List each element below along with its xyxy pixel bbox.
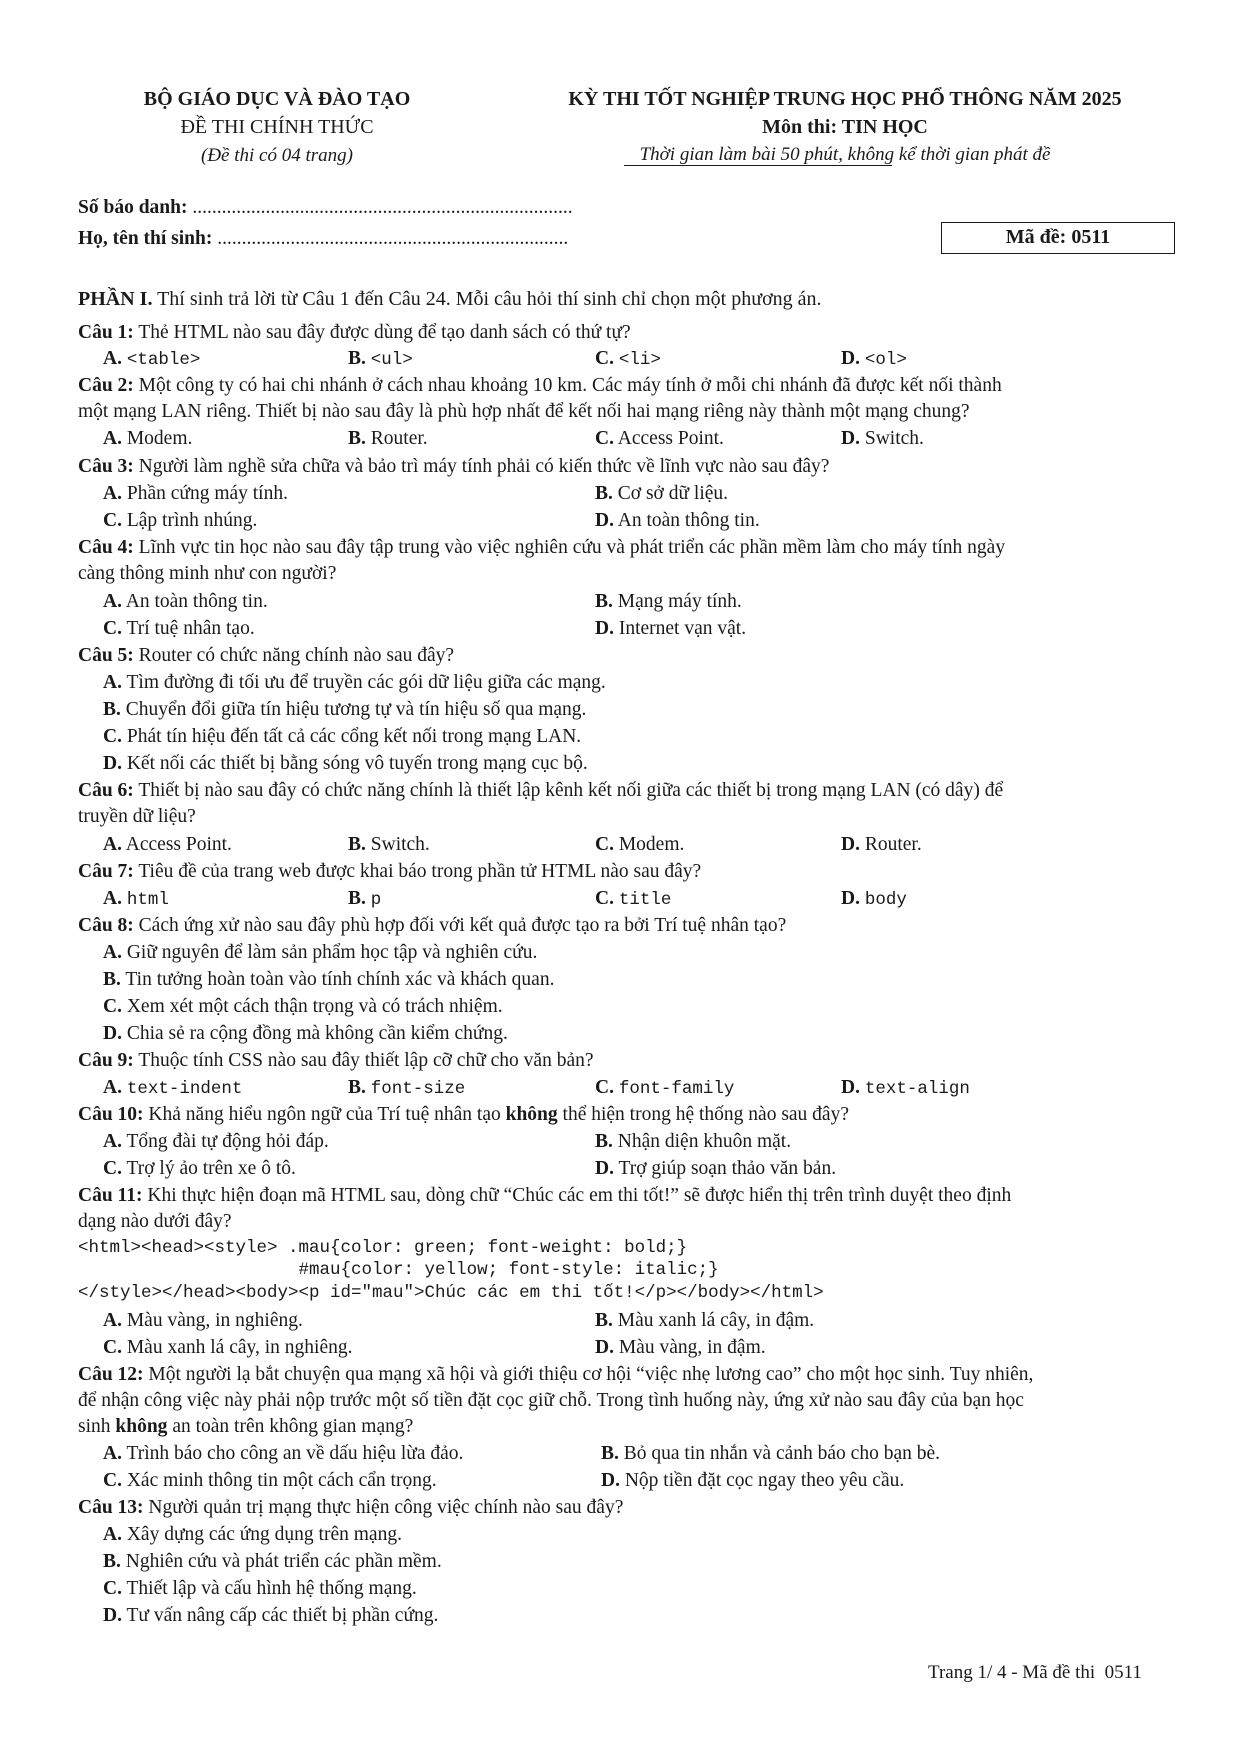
- q11-option-c[interactable]: [103, 1337, 352, 1359]
- option-text: html: [126, 890, 169, 910]
- option-label: A.: [103, 1443, 122, 1464]
- question-label: Câu 6:: [78, 780, 134, 801]
- option-label: B.: [103, 1551, 121, 1572]
- q8-option-c[interactable]: [103, 996, 503, 1018]
- q7-option-a[interactable]: [103, 888, 169, 910]
- option-text: <table>: [126, 350, 201, 370]
- question-13: [78, 1497, 623, 1519]
- pages-note: (Đề thi có 04 trang): [201, 145, 353, 166]
- question-text: sinh: [78, 1416, 111, 1437]
- question-label: Câu 7:: [78, 861, 134, 882]
- option-label: D.: [595, 510, 614, 531]
- option-label: A.: [103, 1524, 122, 1545]
- question-2-cont: một mạng LAN riêng. Thiết bị nào sau đây là phù hợp nhất để kết nối hai mạng riêng này thành một mạng chung?: [78, 401, 970, 422]
- q12-option-d[interactable]: [601, 1470, 904, 1492]
- question-text: Thẻ HTML nào sau đây được dùng để tạo danh sách có thứ tự?: [138, 322, 631, 343]
- part1-title: PHẦN I.: [78, 288, 153, 310]
- option-text: Internet vạn vật.: [618, 618, 747, 639]
- option-text: Xây dựng các ứng dụng trên mạng.: [126, 1524, 402, 1545]
- q7-option-c[interactable]: [595, 888, 671, 910]
- question-6: [78, 780, 1003, 802]
- candidate-id-dots: ..............................................................................: [192, 197, 573, 218]
- question-label: Câu 4:: [78, 537, 134, 558]
- option-label: D.: [841, 1077, 860, 1098]
- option-text: Xem xét một cách thận trọng và có trách nhiệm.: [126, 996, 503, 1017]
- option-text: Phát tín hiệu đến tất cả các cổng kết nối trong mạng LAN.: [126, 726, 582, 747]
- option-text: Bỏ qua tin nhắn và cảnh báo cho bạn bè.: [623, 1443, 941, 1464]
- option-label: D.: [841, 834, 860, 855]
- option-label: A.: [103, 428, 122, 449]
- q13-option-a[interactable]: [103, 1524, 402, 1546]
- q6-option-a[interactable]: [103, 834, 232, 856]
- option-label: C.: [103, 1470, 122, 1491]
- option-text: Modem.: [618, 834, 685, 855]
- code-line-2: #mau{color: yellow; font-style: italic;}: [78, 1260, 719, 1280]
- option-label: C.: [103, 618, 122, 639]
- q11-option-d[interactable]: [595, 1337, 766, 1359]
- option-label: A.: [103, 348, 122, 369]
- question-text: Khả năng hiểu ngôn ngữ của Trí tuệ nhân tạo: [148, 1104, 501, 1125]
- q1-option-a[interactable]: [103, 348, 200, 370]
- question-text: Một công ty có hai chi nhánh ở cách nhau khoảng 10 km. Các máy tính ở mỗi chi nhánh đã được kết nối thành: [138, 375, 1002, 396]
- q12-option-b[interactable]: [601, 1443, 940, 1465]
- option-label: C.: [103, 1578, 122, 1599]
- option-text: Nghiên cứu và phát triển các phần mềm.: [125, 1551, 442, 1572]
- option-text: Màu vàng, in nghiêng.: [126, 1310, 303, 1331]
- option-label: C.: [595, 1077, 614, 1098]
- ministry-name: BỘ GIÁO DỤC VÀ ĐÀO TẠO: [143, 88, 411, 110]
- question-label: Câu 8:: [78, 915, 134, 936]
- q13-option-c[interactable]: [103, 1578, 417, 1600]
- option-label: C.: [103, 510, 122, 531]
- q9-option-d[interactable]: [841, 1077, 970, 1099]
- exam-subject: Môn thi: TIN HỌC: [762, 116, 928, 138]
- question-label: Câu 5:: [78, 645, 134, 666]
- option-text: Modem.: [126, 428, 193, 449]
- option-text: Trình báo cho công an về dấu hiệu lừa đảo.: [126, 1443, 464, 1464]
- option-label: A.: [103, 834, 122, 855]
- question-11-cont: dạng nào dưới đây?: [78, 1211, 232, 1232]
- option-text: Kết nối các thiết bị bằng sóng vô tuyến trong mạng cục bộ.: [126, 753, 588, 774]
- option-label: D.: [841, 428, 860, 449]
- q13-option-b[interactable]: [103, 1551, 442, 1573]
- option-text: Router.: [370, 428, 428, 449]
- code-line-3: </style></head><body><p id="mau">Chúc các em thi tốt!</p></body></html>: [78, 1283, 824, 1303]
- q11-option-b[interactable]: [595, 1310, 814, 1332]
- option-text: Tổng đài tự động hỏi đáp.: [126, 1131, 329, 1152]
- option-label: A.: [103, 672, 122, 693]
- question-label: Câu 13:: [78, 1497, 144, 1518]
- q4-option-d[interactable]: [595, 618, 746, 640]
- option-label: B.: [601, 1443, 619, 1464]
- q3-option-b[interactable]: [595, 483, 728, 505]
- option-text: Giữ nguyên để làm sản phẩm học tập và nghiên cứu.: [126, 942, 538, 963]
- candidate-name-label: Họ, tên thí sinh:: [78, 228, 213, 249]
- q12-option-c[interactable]: [103, 1470, 437, 1492]
- exam-title: KỲ THI TỐT NGHIỆP TRUNG HỌC PHỔ THÔNG NĂM 2025: [568, 88, 1122, 110]
- question-label: Câu 12:: [78, 1364, 144, 1385]
- option-label: C.: [103, 726, 122, 747]
- q3-option-a[interactable]: [103, 483, 288, 505]
- option-text: An toàn thông tin.: [617, 510, 760, 531]
- option-label: B.: [348, 834, 366, 855]
- part1-heading: [78, 288, 822, 311]
- option-label: B.: [103, 699, 121, 720]
- option-text: Lập trình nhúng.: [126, 510, 258, 531]
- option-label: C.: [595, 834, 614, 855]
- q10-option-b[interactable]: [595, 1131, 791, 1153]
- option-label: D.: [595, 618, 614, 639]
- q2-option-a[interactable]: [103, 428, 192, 450]
- option-label: A.: [103, 1310, 122, 1331]
- q13-option-d[interactable]: [103, 1605, 438, 1627]
- option-text: Xác minh thông tin một cách cẩn trọng.: [126, 1470, 437, 1491]
- question-text: Tiêu đề của trang web được khai báo trong phần tử HTML nào sau đây?: [138, 861, 702, 882]
- question-text: Người quản trị mạng thực hiện công việc chính nào sau đây?: [148, 1497, 624, 1518]
- q5-option-b[interactable]: [103, 699, 586, 721]
- question-8: [78, 915, 786, 937]
- option-label: C.: [595, 888, 614, 909]
- candidate-name: [78, 228, 568, 250]
- q4-option-b[interactable]: [595, 591, 742, 613]
- option-label: D.: [103, 1023, 122, 1044]
- option-text: <li>: [618, 350, 661, 370]
- option-label: D.: [841, 888, 860, 909]
- q9-option-a[interactable]: [103, 1077, 242, 1099]
- option-label: D.: [841, 348, 860, 369]
- q6-option-b[interactable]: [348, 834, 430, 856]
- q8-option-b[interactable]: [103, 969, 554, 991]
- option-text: Màu vàng, in đậm.: [618, 1337, 766, 1358]
- q7-option-d[interactable]: [841, 888, 907, 910]
- candidate-name-dots: ........................................................................: [217, 228, 569, 249]
- question-emphasis: không: [505, 1104, 558, 1125]
- option-label: C.: [103, 996, 122, 1017]
- question-emphasis: không: [115, 1416, 168, 1437]
- question-text: Thiết bị nào sau đây có chức năng chính là thiết lập kênh kết nối giữa các thiết bị trong mạng LAN (có dây) để: [138, 780, 1004, 801]
- question-4-cont: càng thông minh như con người?: [78, 563, 337, 584]
- option-label: D.: [103, 1605, 122, 1626]
- option-text: Phần cứng máy tính.: [126, 483, 288, 504]
- option-text: Router.: [864, 834, 922, 855]
- option-label: B.: [595, 591, 613, 612]
- option-label: A.: [103, 483, 122, 504]
- option-text: Tư vấn nâng cấp các thiết bị phần cứng.: [126, 1605, 439, 1626]
- question-text: Cách ứng xử nào sau đây phù hợp đối với kết quả được tạo ra bởi Trí tuệ nhân tạo?: [138, 915, 787, 936]
- q10-option-a[interactable]: [103, 1131, 329, 1153]
- question-label: Câu 2:: [78, 375, 134, 396]
- q9-option-c[interactable]: [595, 1077, 734, 1099]
- question-text: thể hiện trong hệ thống nào sau đây?: [562, 1104, 849, 1125]
- q10-option-d[interactable]: [595, 1158, 836, 1180]
- option-text: Trợ giúp soạn thảo văn bản.: [618, 1158, 837, 1179]
- code-line-1: <html><head><style> .mau{color: green; font-weight: bold;}: [78, 1238, 688, 1258]
- q2-option-c[interactable]: [595, 428, 724, 450]
- question-4: [78, 537, 1005, 559]
- question-label: Câu 9:: [78, 1050, 134, 1071]
- q5-option-c[interactable]: [103, 726, 581, 748]
- question-12-cont: để nhận công việc này phải nộp trước một số tiền đặt cọc giữ chỗ. Trong tình huống này, ứng xử nào sau đây của bạn học: [78, 1390, 1024, 1411]
- q8-option-a[interactable]: [103, 942, 537, 964]
- option-text: Màu xanh lá cây, in nghiêng.: [126, 1337, 353, 1358]
- question-10: [78, 1104, 849, 1126]
- question-2: [78, 375, 1002, 397]
- q11-option-a[interactable]: [103, 1310, 303, 1332]
- option-label: B.: [348, 1077, 366, 1098]
- option-text: Trí tuệ nhân tạo.: [126, 618, 255, 639]
- option-label: A.: [103, 1131, 122, 1152]
- question-text: Một người lạ bắt chuyện qua mạng xã hội và giới thiệu cơ hội “việc nhẹ lương cao” cho một học sinh. Tuy nhiên,: [148, 1364, 1034, 1385]
- question-11: [78, 1185, 1011, 1207]
- option-label: A.: [103, 591, 122, 612]
- q4-option-a[interactable]: [103, 591, 268, 613]
- option-text: Chuyển đổi giữa tín hiệu tương tự và tín hiệu số qua mạng.: [125, 699, 587, 720]
- option-text: Tin tưởng hoàn toàn vào tính chính xác và khách quan.: [125, 969, 555, 990]
- question-label: Câu 11:: [78, 1185, 143, 1206]
- q1-option-b[interactable]: [348, 348, 413, 370]
- q12-option-a[interactable]: [103, 1443, 463, 1465]
- option-text: Tìm đường đi tối ưu để truyền các gói dữ liệu giữa các mạng.: [126, 672, 606, 693]
- exam-code: Mã đề: 0511: [1005, 226, 1111, 248]
- option-text: Trợ lý ảo trên xe ô tô.: [126, 1158, 296, 1179]
- option-text: body: [864, 890, 907, 910]
- question-text: Lĩnh vực tin học nào sau đây tập trung vào việc nghiên cứu và phát triển các phần mềm làm cho máy tính ngày: [138, 537, 1006, 558]
- q7-option-b[interactable]: [348, 888, 381, 910]
- option-label: D.: [595, 1337, 614, 1358]
- q6-option-d[interactable]: [841, 834, 922, 856]
- question-1: [78, 322, 631, 344]
- option-text: Chia sẻ ra cộng đồng mà không cần kiểm chứng.: [126, 1023, 508, 1044]
- option-text: Nộp tiền đặt cọc ngay theo yêu cầu.: [624, 1470, 905, 1491]
- question-text: Khi thực hiện đoạn mã HTML sau, dòng chữ “Chúc các em thi tốt!” sẽ được hiển thị trên trình duyệt theo định: [147, 1185, 1012, 1206]
- q5-option-d[interactable]: [103, 753, 588, 775]
- option-label: B.: [348, 888, 366, 909]
- option-label: C.: [595, 428, 614, 449]
- option-text: text-align: [864, 1079, 970, 1099]
- candidate-id-label: Số báo danh:: [78, 197, 188, 218]
- candidate-id: [78, 197, 573, 219]
- question-text: Router có chức năng chính nào sau đây?: [138, 645, 455, 666]
- option-label: B.: [103, 969, 121, 990]
- option-text: Nhận diện khuôn mặt.: [617, 1131, 792, 1152]
- option-text: Access Point.: [125, 834, 232, 855]
- option-label: A.: [103, 888, 122, 909]
- exam-code-box: [941, 222, 1175, 254]
- question-label: Câu 10:: [78, 1104, 144, 1125]
- page-footer: Trang 1/ 4 - Mã đề thi 0511: [928, 1662, 1142, 1683]
- option-label: B.: [348, 428, 366, 449]
- option-label: D.: [595, 1158, 614, 1179]
- question-12: [78, 1364, 1033, 1386]
- q6-option-c[interactable]: [595, 834, 684, 856]
- q2-option-d[interactable]: [841, 428, 924, 450]
- option-label: A.: [103, 1077, 122, 1098]
- question-text: an toàn trên không gian mạng?: [172, 1416, 414, 1437]
- q4-option-c[interactable]: [103, 618, 255, 640]
- q5-option-a[interactable]: [103, 672, 606, 694]
- option-text: Access Point.: [617, 428, 724, 449]
- option-text: <ul>: [370, 350, 413, 370]
- question-7: [78, 861, 701, 883]
- option-text: Màu xanh lá cây, in đậm.: [617, 1310, 815, 1331]
- option-label: D.: [103, 753, 122, 774]
- q3-option-c[interactable]: [103, 510, 257, 532]
- q9-option-b[interactable]: [348, 1077, 465, 1099]
- q1-option-d[interactable]: [841, 348, 907, 370]
- option-text: Thiết lập và cấu hình hệ thống mạng.: [126, 1578, 417, 1599]
- option-text: Switch.: [370, 834, 430, 855]
- q3-option-d[interactable]: [595, 510, 760, 532]
- option-text: Cơ sở dữ liệu.: [617, 483, 729, 504]
- option-text: text-indent: [126, 1079, 243, 1099]
- question-label: Câu 1:: [78, 322, 134, 343]
- q8-option-d[interactable]: [103, 1023, 508, 1045]
- q2-option-b[interactable]: [348, 428, 428, 450]
- question-label: Câu 3:: [78, 456, 134, 477]
- option-label: D.: [601, 1470, 620, 1491]
- question-5: [78, 645, 454, 667]
- option-label: C.: [103, 1337, 122, 1358]
- option-text: An toàn thông tin.: [125, 591, 268, 612]
- option-label: C.: [595, 348, 614, 369]
- option-label: B.: [595, 1310, 613, 1331]
- q1-option-c[interactable]: [595, 348, 661, 370]
- option-label: B.: [595, 1131, 613, 1152]
- question-9: [78, 1050, 594, 1072]
- part1-instruction: Thí sinh trả lời từ Câu 1 đến Câu 24. Mỗi câu hỏi thí sinh chỉ chọn một phương án.: [157, 288, 822, 310]
- header-underline: [624, 165, 892, 166]
- option-label: B.: [595, 483, 613, 504]
- option-label: C.: [103, 1158, 122, 1179]
- question-6-cont: truyền dữ liệu?: [78, 806, 196, 827]
- q10-option-c[interactable]: [103, 1158, 296, 1180]
- option-text: font-family: [618, 1079, 735, 1099]
- question-text: Thuộc tính CSS nào sau đây thiết lập cỡ chữ cho văn bản?: [138, 1050, 594, 1071]
- question-3: [78, 456, 829, 478]
- option-text: Switch.: [864, 428, 924, 449]
- option-label: A.: [103, 942, 122, 963]
- option-text: title: [618, 890, 672, 910]
- option-label: B.: [348, 348, 366, 369]
- question-text: Người làm nghề sửa chữa và bảo trì máy tính phải có kiến thức về lĩnh vực nào sau đây?: [138, 456, 830, 477]
- exam-time: Thời gian làm bài 50 phút, không kể thời gian phát đề: [639, 144, 1051, 165]
- option-text: font-size: [370, 1079, 466, 1099]
- option-text: p: [370, 890, 382, 910]
- option-text: <ol>: [864, 350, 907, 370]
- option-text: Mạng máy tính.: [617, 591, 742, 612]
- question-12-cont2: [78, 1416, 413, 1438]
- official-label: ĐỀ THI CHÍNH THỨC: [180, 116, 374, 138]
